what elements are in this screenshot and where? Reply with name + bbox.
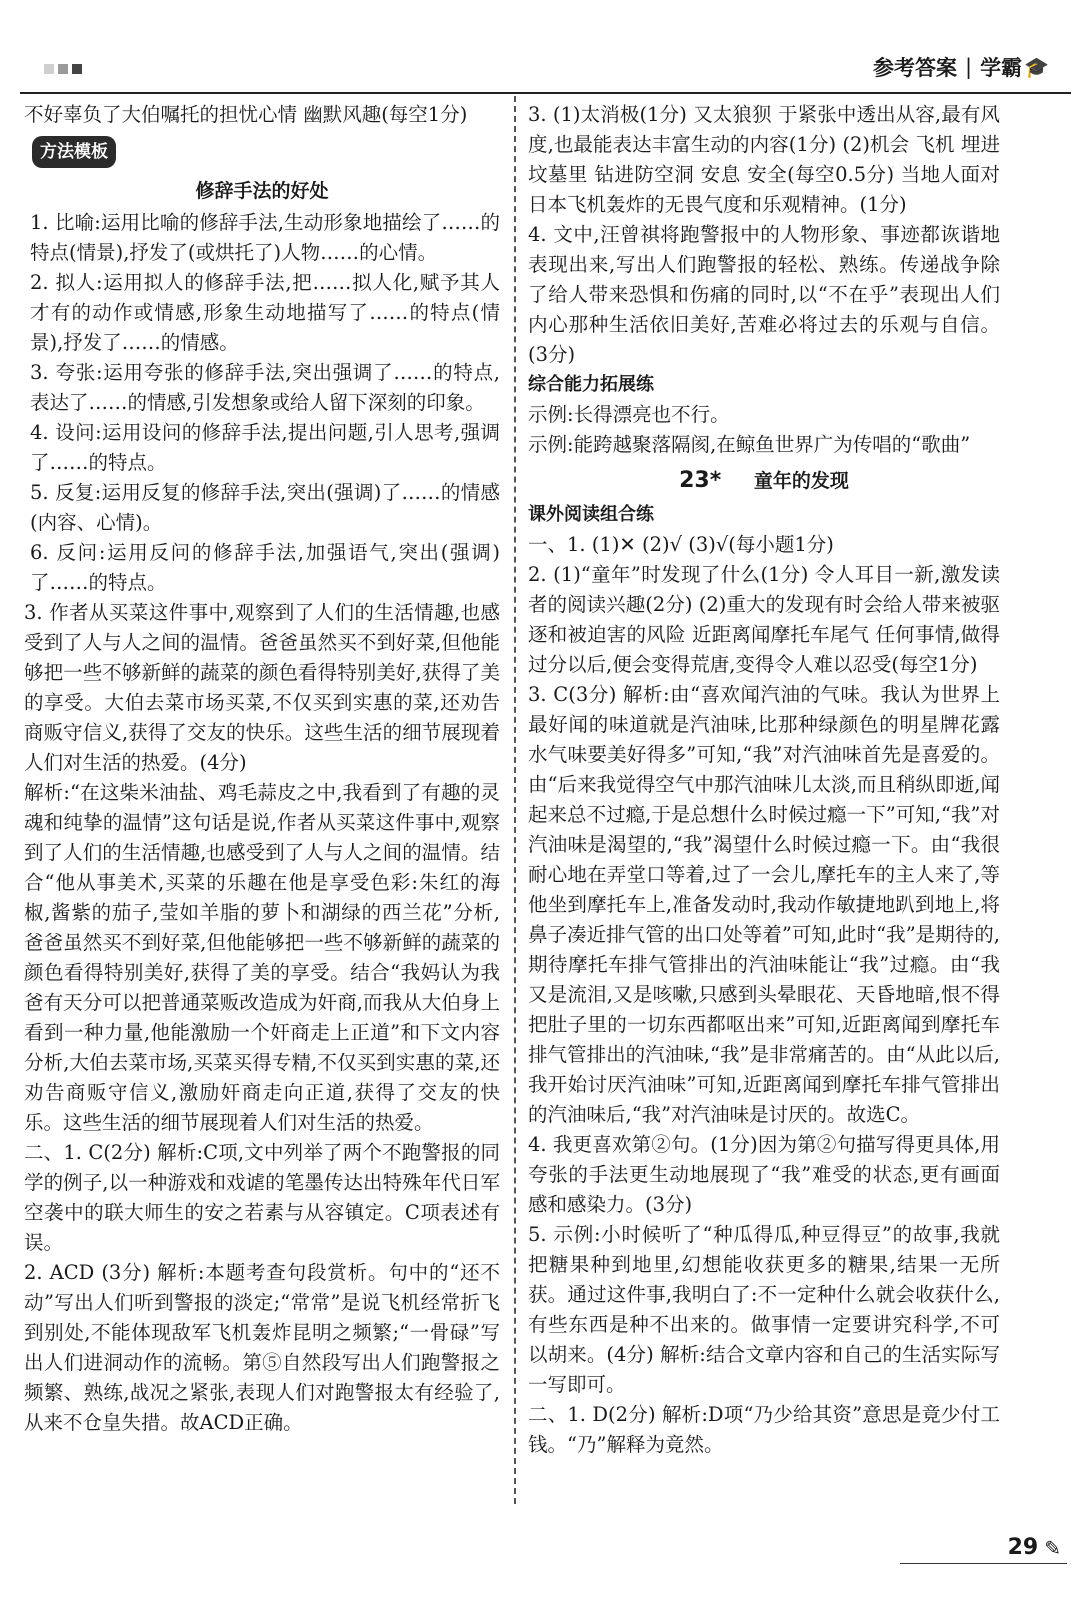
method-item: 2. 拟人:运用拟人的修辞手法,把……拟人化,赋予其人才有的动作或情感,形象生动地描写了……的特点(情景),抒发了……的情感。 [30, 271, 500, 354]
graduation-cap-icon: 🎓 [1024, 55, 1049, 79]
method-box [24, 130, 500, 598]
header-mark-mid [58, 64, 68, 74]
method-title: 修辞手法的好处 [195, 180, 329, 202]
right-column [528, 100, 1000, 1460]
reading-q4: 4. 我更喜欢第②句。(1分)因为第②句描写得更具体,用夸张的手法更生动地展现了“我”难受的状态,更有画面感和感染力。(3分) [528, 1133, 1000, 1216]
header-section: 参考答案 [873, 56, 958, 80]
extension-example-2: 示例:能跨越聚落隔阂,在鲸鱼世界广为传唱的“歌曲” [528, 433, 971, 456]
right-answer-4: 4. 文中,汪曾祺将跑警报中的人物形象、事迹都诙谐地表现出来,写出人们跑警报的轻松、熟练。传递战争除了给人带来恐惧和伤痛的同时,以“不在乎”表现出人们内心那种生活依旧美好,苦难必将过去的乐观与自信。(3分) [528, 223, 1000, 366]
reading-part2-q1: 二、1. D(2分) 解析:D项“乃少给其资”意思是竟少付工钱。“乃”解释为竟然。 [528, 1403, 1000, 1456]
column-divider [514, 96, 516, 1504]
left-answer-3: 3. 作者从买菜这件事中,观察到了人们的生活情趣,也感受到了人与人之间的温情。爸爸虽然买不到好菜,但他能够把一些不够新鲜的蔬菜的颜色看得特别美好,获得了美的享受。大伯去菜市场买菜,不仅买到实惠的菜,还劝告商贩守信义,获得了交友的快乐。这些生活的细节展现着人们对生活的热爱。(4分) [24, 601, 500, 774]
method-item: 3. 夸张:运用夸张的修辞手法,突出强调了……的特点,表达了……的情感,引发想象或给人留下深刻的印象。 [30, 361, 500, 414]
method-tag: 方法模板 [32, 136, 116, 168]
right-answer-3: 3. (1)太消极(1分) 又太狼狈 于紧张中透出从容,最有风度,也最能表达丰富生动的内容(1分) (2)机会 飞机 埋进坟墓里 钻进防空洞 安息 安全(每空0.5分) 当地人面对日本飞机轰炸的无畏气度和乐观精神。(1分) [528, 103, 1000, 216]
header-marks [44, 64, 82, 74]
left-answer-3-analysis: 解析:“在这柴米油盐、鸡毛蒜皮之中,我看到了有趣的灵魂和纯挚的温情”这句话是说,作者从买菜这件事中,观察到了人们的生活情趣,也感受到了人与人之间的温情。结合“他从事美术,买菜的乐趣在他是享受色彩:朱红的海椒,酱紫的茄子,莹如羊脂的萝卜和湖绿的西兰花”分析,爸爸虽然买不到好菜,但他能够把一些不够新鲜的蔬菜的颜色看得特别美好,获得了美的享受。结合“我妈认为我爸有天分可以把普通菜贩改造成为奸商,而我从大伯身上看到一种力量,他能激励一个奸商走上正道”和下文内容分析,大伯去菜市场,买菜买得专精,不仅买到实惠的菜,还劝告商贩守信义,激励奸商走向正道,获得了交友的快乐。这些生活的细节展现着人们对生活的热爱。 [24, 781, 500, 1134]
header-mark-light [44, 64, 54, 74]
left-column [24, 100, 500, 1438]
header-rule [20, 92, 1071, 94]
left-part2-q1: 二、1. C(2分) 解析:C项,文中列举了两个不跑警报的同学的例子,以一种游戏和戏谑的笔墨传达出特殊年代日军空袭中的联大师生的安之若素与从容镇定。C项表述有误。 [24, 1141, 500, 1254]
header-title-group [873, 52, 1049, 82]
reading-q5: 5. 示例:小时候听了“种瓜得瓜,种豆得豆”的故事,我就把糖果种到地里,幻想能收获更多的糖果,结果一无所获。通过这件事,我明白了:不一定种什么就会收获什么,有些东西是种不出来的。做事情一定要讲究科学,不可以胡来。(4分) 解析:结合文章内容和自己的生活实际写一写即可。 [528, 1223, 1000, 1396]
method-item: 5. 反复:运用反复的修辞手法,突出(强调)了……的情感(内容、心情)。 [30, 481, 500, 534]
reading-q1: 一、1. (1)✕ (2)√ (3)√(每小题1分) [528, 533, 834, 556]
method-item: 4. 设问:运用设问的修辞手法,提出问题,引人思考,强调了……的特点。 [30, 421, 500, 474]
method-item: 1. 比喻:运用比喻的修辞手法,生动形象地描绘了……的特点(情景),抒发了(或烘托了)人物……的心情。 [30, 211, 500, 264]
page-footer [1008, 1535, 1061, 1560]
left-intro: 不好辜负了大伯嘱托的担忧心情 幽默风趣(每空1分) [24, 103, 468, 126]
method-item: 6. 反问:运用反问的修辞手法,加强语气,突出(强调)了……的特点。 [30, 541, 500, 594]
extension-heading: 综合能力拓展练 [528, 374, 654, 395]
page-number: 29 [1007, 1535, 1039, 1560]
page-header [20, 48, 1071, 92]
reading-q2: 2. (1)“童年”时发现了什么(1分) 令人耳目一新,激发读者的阅读兴趣(2分) (2)重大的发现有时会给人带来被驱逐和被迫害的风险 近距离闻摩托车尾气 任何事情,做得过分以后,便会变得荒唐,变得令人难以忍受(每空1分) [528, 563, 1000, 676]
header-mark-dark [72, 64, 82, 74]
lesson-title [528, 466, 1000, 496]
lesson-name: 童年的发现 [753, 470, 849, 492]
left-part2-q2: 2. ACD (3分) 解析:本题考查句段赏析。句中的“还不动”写出人们听到警报的淡定;“常常”是说飞机经常折飞到别处,不能体现敌军飞机轰炸昆明之频繁;“一骨碌”写出人们进洞动作的流畅。第⑤自然段写出人们跑警报之频繁、熟练,战况之紧张,表现人们对跑警报太有经验了,从来不仓皇失措。故ACD正确。 [24, 1261, 500, 1434]
reading-heading: 课外阅读组合练 [528, 504, 654, 525]
header-brand: 学霸 [980, 56, 1023, 80]
reading-q3: 3. C(3分) 解析:由“喜欢闻汽油的气味。我认为世界上最好闻的味道就是汽油味,比那种绿颜色的明星牌花露水气味要美好得多”可知,“我”对汽油味首先是喜爱的。由“后来我觉得空气中那汽油味儿太淡,而且稍纵即逝,闻起来总不过瘾,于是总想什么时候过瘾一下”可知,“我”对汽油味是渴望的,“我”渴望什么时候过瘾一下。由“我很耐心地在弄堂口等着,过了一会儿,摩托车的主人来了,等他坐到摩托车上,准备发动时,我动作敏捷地趴到地上,将鼻子凑近排气管的出口处等着”可知,此时“我”是期待的,期待摩托车排气管排出的汽油味能让“我”过瘾。由“我又是流泪,又是咳嗽,只感到头晕眼花、天昏地暗,恨不得把肚子里的一切东西都呕出来”可知,近距离闻到摩托车排气管排出的汽油味,“我”是非常痛苦的。由“从此以后,我开始讨厌汽油味”可知,近距离闻到摩托车排气管排出的汽油味后,“我”对汽油味是讨厌的。故选C。 [528, 683, 1000, 1126]
pen-icon: ✎ [1044, 1535, 1061, 1560]
extension-example-1: 示例:长得漂亮也不行。 [528, 403, 730, 426]
header-separator: | [965, 55, 973, 79]
footer-rule [900, 1563, 1067, 1564]
lesson-number: 23* [679, 468, 722, 493]
